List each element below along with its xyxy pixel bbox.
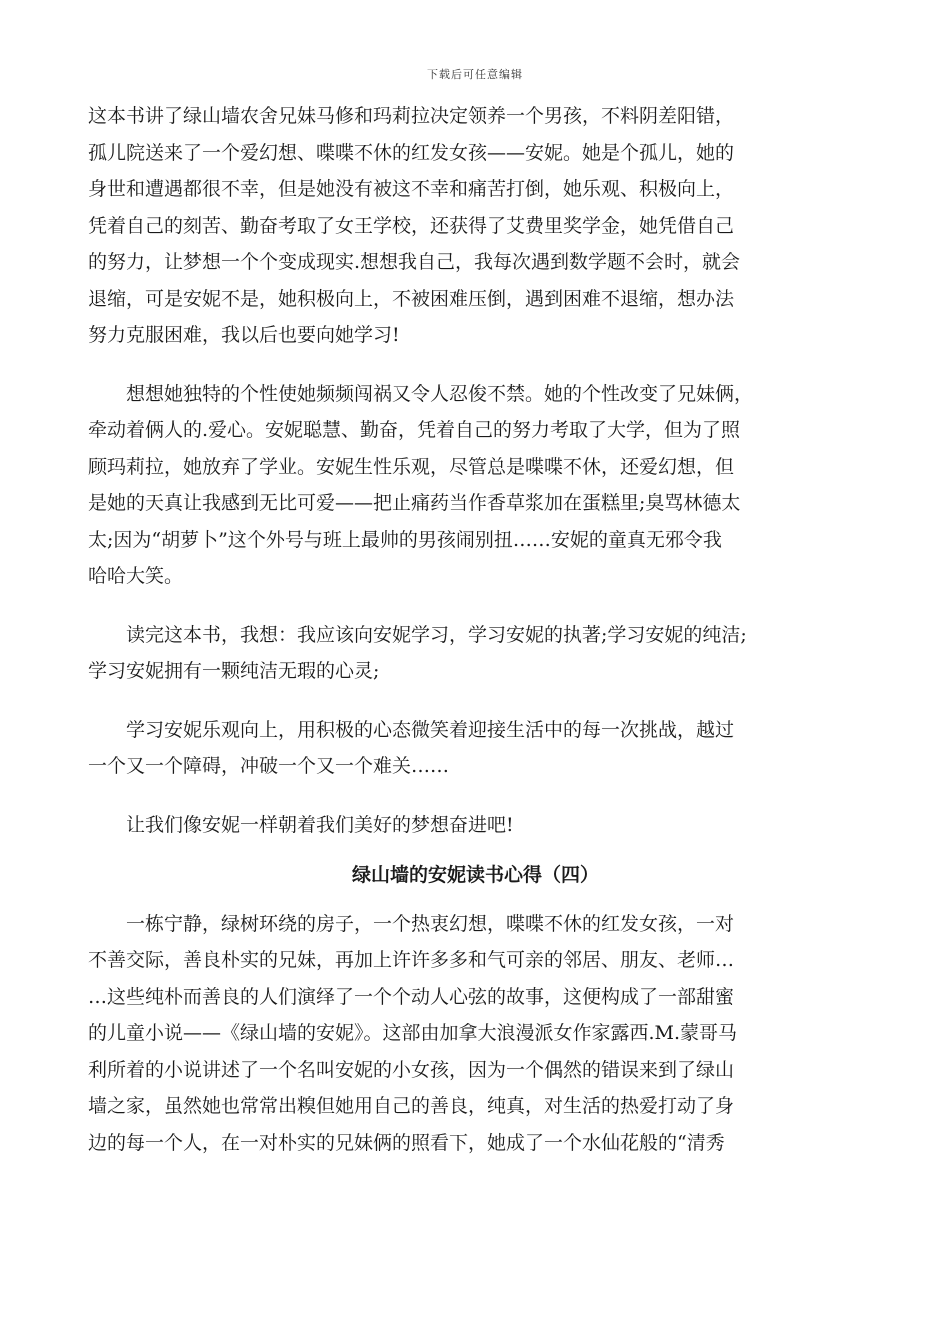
paragraph-5 [88, 807, 863, 844]
text-line: 努力克服困难，我以后也要向她学习! [88, 324, 400, 346]
text-line: 学习安妮拥有一颗纯洁无瑕的心灵; [88, 660, 380, 682]
text-line: 身世和遭遇都很不幸，但是她没有被这不幸和痛苦打倒，她乐观、积极向上， [88, 178, 735, 200]
paragraph-6 [88, 906, 863, 1162]
text-line: 这本书讲了绿山墙农舍兄妹马修和玛莉拉决定领养一个男孩，不料阴差阳错， [88, 105, 735, 127]
text-line: 一栋宁静，绿树环绕的房子，一个热衷幻想，喋喋不休的红发女孩，一对 [126, 912, 735, 935]
text-line: 是她的天真让我感到无比可爱——把止痛药当作香草浆加在蛋糕里;臭骂林德太 [88, 492, 741, 514]
text-line: 读完这本书，我想：我应该向安妮学习，学习安妮的执著;学习安妮的纯洁; [126, 623, 747, 646]
section-title: 绿山墙的安妮读书心得（四） [351, 864, 599, 886]
text-line: 利所着的小说讲述了一个名叫安妮的小女孩，因为一个偶然的错误来到了绿山 [88, 1058, 735, 1081]
text-line: 牵动着俩人的.爱心。安妮聪慧、勤奋，凭着自己的努力考取了大学，但为了照 [88, 419, 741, 441]
text-line: 凭着自己的刻苦、勤奋考取了女王学校，还获得了艾费里奖学金，她凭借自己 [88, 214, 735, 237]
text-line: 一个又一个障碍，冲破一个又一个难关…… [88, 755, 450, 777]
text-line: 的努力，让梦想一个个变成现实.想想我自己，我每次遇到数学题不会时，就会 [88, 251, 741, 273]
text-line: …这些纯朴而善良的人们演绎了一个个动人心弦的故事，这便构成了一部甜蜜 [88, 985, 735, 1008]
text-line: 哈哈大笑。 [88, 565, 184, 587]
text-line: 孤儿院送来了一个爱幻想、喋喋不休的红发女孩——安妮。她是个孤儿，她的 [88, 141, 735, 164]
text-line: 不善交际，善良朴实的兄妹，再加上许许多多和气可亲的邻居、朋友、老师… [88, 949, 735, 971]
text-line: 墙之家，虽然她也常常出糗但她用自己的善良，纯真，对生活的热爱打动了身 [88, 1095, 735, 1117]
text-line: 让我们像安妮一样朝着我们美好的梦想奋进吧! [126, 813, 514, 836]
paragraph-2 [88, 376, 863, 595]
paragraph-3 [88, 617, 863, 690]
text-line: 太;因为“胡萝卜”这个外号与班上最帅的男孩闹别扭……安妮的童真无邪令我 [88, 528, 722, 551]
text-line: 退缩，可是安妮不是，她积极向上，不被困难压倒，遇到困难不退缩，想办法 [88, 287, 735, 310]
text-line: 学习安妮乐观向上，用积极的心态微笑着迎接生活中的每一次挑战，越过 [126, 718, 735, 741]
text-line: 的儿童小说——《绿山墙的安妮》。这部由加拿大浪漫派女作家露西.M.蒙哥马 [88, 1022, 738, 1044]
text-line: 想想她独特的个性使她频频闯祸又令人忍俊不禁。她的个性改变了兄妹俩， [126, 382, 754, 405]
page-header: 下载后可任意编辑 [427, 68, 523, 81]
text-line: 边的每一个人，在一对朴实的兄妹俩的照看下，她成了一个水仙花般的“清秀 [88, 1131, 725, 1154]
paragraph-1 [88, 98, 863, 354]
text-line: 顾玛莉拉，她放弃了学业。安妮生性乐观，尽管总是喋喋不休，还爱幻想，但 [88, 455, 735, 478]
paragraph-4 [88, 712, 863, 785]
document-body [88, 98, 863, 1179]
